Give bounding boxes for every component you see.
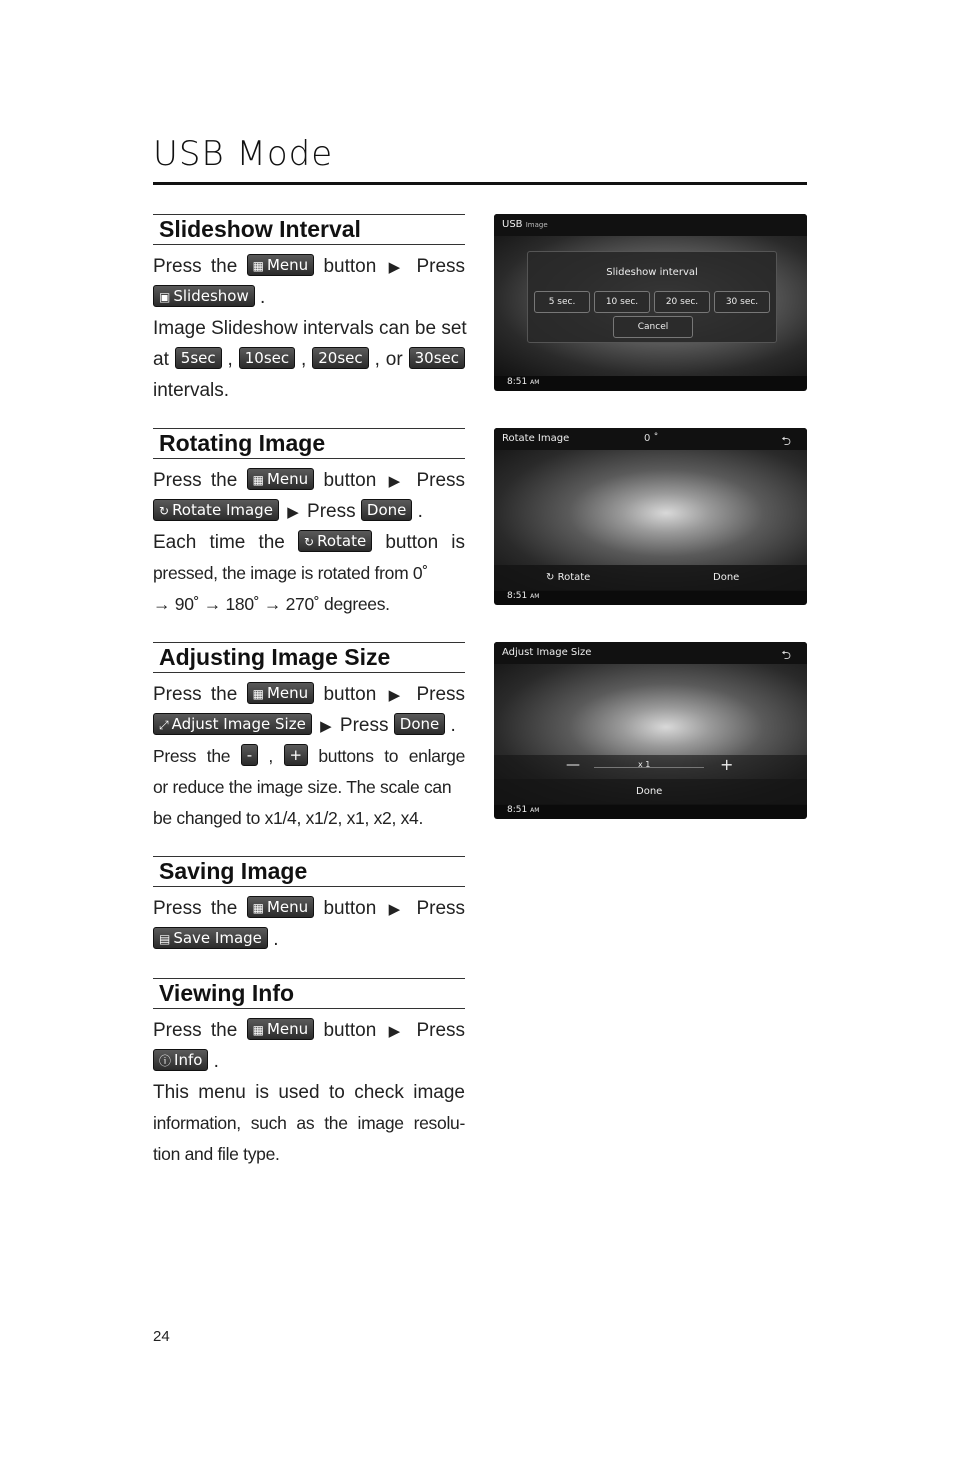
zoom-in-icon[interactable]: + — [720, 755, 734, 774]
rotate-icon: ↻ — [159, 504, 170, 518]
menu-button[interactable]: ▦ Menu — [247, 1018, 315, 1040]
cancel-button[interactable]: Cancel — [613, 316, 693, 338]
zoom-out-button[interactable]: - — [241, 744, 258, 766]
back-icon[interactable]: ⮌ — [781, 434, 791, 448]
option-20-sec[interactable]: 20 sec. — [654, 291, 710, 313]
menu-button[interactable]: ▦ Menu — [247, 896, 315, 918]
interval-10sec-button[interactable]: 10sec — [239, 347, 295, 369]
title-divider — [153, 182, 807, 185]
section-heading: Slideshow Interval — [153, 214, 465, 245]
rotate-button[interactable]: ↻ Rotate — [298, 530, 372, 552]
option-10-sec[interactable]: 10 sec. — [594, 291, 650, 313]
interval-5sec-button[interactable]: 5sec — [175, 347, 222, 369]
menu-button[interactable]: ▦ Menu — [247, 468, 315, 490]
screenshot-adjust-image-size: Adjust Image Size ⮌ — x 1 + Done 8:51 AM — [494, 642, 807, 819]
zoom-scale: x 1 — [638, 760, 651, 769]
rotate-icon: ↻ — [304, 535, 315, 549]
arrow-right-icon: ▶ — [388, 473, 405, 490]
arrow-right-icon: ▶ — [320, 718, 332, 735]
section-saving-image: Saving Image Press the ▦ Menu button ▶ Press ▤ Save Image . — [153, 858, 466, 950]
done-button[interactable]: Done — [394, 713, 445, 735]
section-adjusting-image-size: Adjusting Image Size Press the ▦ Menu button ▶ Press ⤢ Adjust Image Size ▶ Press Done . Press the - , + buttons to enlarge or reduce the image size. The scale can be changed to x1/4, x1/2, x1, x2, x4. — [153, 644, 466, 828]
rotation-angle: 0 ˚ — [644, 433, 659, 444]
info-icon: ⓘ — [159, 1054, 172, 1068]
rotate-image-button[interactable]: ↻ Rotate Image — [153, 499, 279, 521]
screenshot-rotate-image: Rotate Image 0 ˚ ⮌ ↻ Rotate Done 8:51 AM — [494, 428, 807, 605]
rotate-button[interactable]: ↻ Rotate — [546, 572, 591, 583]
menu-button[interactable]: ▦ Menu — [247, 254, 315, 276]
clock: 8:51 AM — [507, 591, 540, 601]
done-button[interactable]: Done — [713, 572, 740, 583]
arrow-right-icon: ▶ — [388, 901, 405, 918]
done-button[interactable]: Done — [636, 786, 663, 797]
dialog-title: Slideshow interval — [606, 267, 698, 278]
slideshow-description: Image Slideshow intervals can be set — [153, 318, 467, 339]
page-number: 24 — [153, 1328, 170, 1345]
zoom-in-button[interactable]: + — [284, 744, 308, 766]
section-viewing-info: Viewing Info Press the ▦ Menu button ▶ Press ⓘ Info . This menu is used to check image information, such as the image resolu- tion and file type. — [153, 980, 466, 1164]
section-heading: Viewing Info — [153, 978, 465, 1009]
arrow-right-icon: ▶ — [388, 259, 405, 276]
adjust-image-size-button[interactable]: ⤢ Adjust Image Size — [153, 713, 312, 735]
save-icon: ▤ — [159, 932, 171, 946]
zoom-slider[interactable] — [494, 755, 807, 779]
back-icon[interactable]: ⮌ — [781, 648, 791, 662]
zoom-out-icon[interactable]: — — [566, 757, 580, 773]
menu-icon: ▦ — [252, 1023, 264, 1037]
section-heading: Rotating Image — [153, 428, 465, 459]
section-heading: Saving Image — [153, 856, 465, 887]
interval-30sec-button[interactable]: 30sec — [409, 347, 465, 369]
option-30-sec[interactable]: 30 sec. — [714, 291, 770, 313]
rotate-icon: ↻ — [546, 572, 555, 583]
done-button[interactable]: Done — [361, 499, 412, 521]
info-button[interactable]: ⓘ Info — [153, 1049, 208, 1071]
menu-button[interactable]: ▦ Menu — [247, 682, 315, 704]
resize-icon: ⤢ — [159, 718, 169, 732]
save-image-button[interactable]: ▤ Save Image — [153, 927, 268, 949]
page-title: USB Mode — [153, 134, 334, 174]
section-rotating-image: Rotating Image Press the ▦ Menu button ▶ Press ↻ Rotate Image ▶ Press Done . Each time the ↻ Rotate button is pressed, the image is rotated from 0˚ → 90˚ → 180˚ → 270˚ degrees. — [153, 430, 466, 614]
section-slideshow-interval: Slideshow Interval Press the ▦ Menu button ▶ Press ▣ Slideshow . Image Slideshow intervals can be set at 5sec , 10sec , 20sec , or 30sec intervals. — [153, 216, 467, 401]
menu-icon: ▦ — [252, 687, 264, 701]
picture-icon: ▣ — [159, 290, 171, 304]
menu-icon: ▦ — [252, 259, 264, 273]
clock: 8:51 AM — [507, 377, 540, 387]
screenshot-slideshow-interval: USB Image Slideshow interval 5 sec. 10 sec. 20 sec. 30 sec. Cancel 8:51 AM — [494, 214, 807, 391]
clock: 8:51 AM — [507, 805, 540, 815]
section-heading: Adjusting Image Size — [153, 642, 465, 673]
menu-icon: ▦ — [252, 901, 264, 915]
option-5-sec[interactable]: 5 sec. — [534, 291, 590, 313]
arrow-right-icon: ▶ — [388, 687, 405, 704]
interval-20sec-button[interactable]: 20sec — [312, 347, 368, 369]
slideshow-interval-dialog — [527, 251, 777, 343]
slideshow-button[interactable]: ▣ Slideshow — [153, 285, 255, 307]
arrow-right-icon: ▶ — [388, 1023, 405, 1040]
arrow-right-icon: ▶ — [287, 504, 299, 521]
menu-icon: ▦ — [252, 473, 264, 487]
